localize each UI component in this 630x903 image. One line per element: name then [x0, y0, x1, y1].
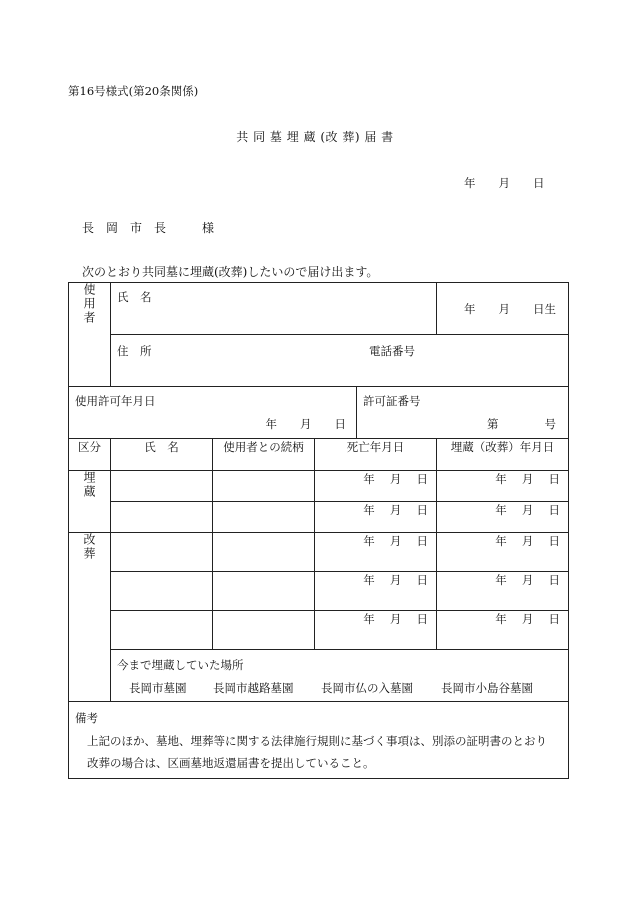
burial-date-cell[interactable]: 年 月 日: [437, 471, 569, 502]
header-category: 区分: [69, 439, 111, 471]
user-birth-date-field[interactable]: [437, 283, 569, 335]
reburial-section-label: 改葬: [69, 533, 111, 702]
phone-label: 電話番号: [369, 344, 415, 358]
remarks-label: 備考: [75, 711, 98, 725]
user-address-field[interactable]: [111, 335, 569, 387]
remarks-field: [69, 702, 569, 779]
permit-number-field[interactable]: [357, 387, 569, 439]
burial-relation-cell[interactable]: [213, 471, 315, 502]
place-option-bokuen[interactable]: 長岡市墓園: [129, 681, 187, 695]
header-name: 氏 名: [111, 439, 213, 471]
reburial-death-date-cell[interactable]: 年 月 日: [315, 572, 437, 611]
birth-date-text: 年 月 日生: [464, 302, 556, 316]
permit-date-label: 使用許可年月日: [75, 394, 156, 408]
reburial-name-cell[interactable]: [111, 572, 213, 611]
reburial-date-cell[interactable]: 年 月 日: [437, 533, 569, 572]
burial-name-cell[interactable]: [111, 502, 213, 533]
place-option-hotokenoiri[interactable]: 長岡市仏の入墓園: [321, 681, 413, 695]
reburial-name-cell[interactable]: [111, 611, 213, 650]
place-option-kojimaya[interactable]: 長岡市小島谷墓園: [441, 681, 533, 695]
permit-date-field[interactable]: [69, 387, 357, 439]
burial-form-table: [68, 282, 569, 779]
form-title: 共 同 墓 埋 蔵 (改 葬) 届 書: [236, 130, 394, 144]
reburial-name-cell[interactable]: [111, 533, 213, 572]
reburial-date-cell[interactable]: 年 月 日: [437, 572, 569, 611]
burial-relation-cell[interactable]: [213, 502, 315, 533]
burial-date-cell[interactable]: 年 月 日: [437, 502, 569, 533]
permit-date-value: 年 月 日: [265, 417, 346, 431]
user-name-label: 氏 名: [117, 290, 152, 304]
submission-date: 年 月 日: [464, 176, 545, 190]
previous-place-label: 今まで埋蔵していた場所: [117, 658, 244, 672]
user-section-label: 使用者: [69, 283, 111, 387]
remarks-line-2: 改葬の場合は、区画墓地返還届書を提出していること。: [87, 756, 375, 770]
remarks-line-1: 上記のほか、墓地、埋葬等に関する法律施行規則に基づく事項は、別添の証明書のとおり: [87, 734, 547, 748]
intro-text: 次のとおり共同墓に埋蔵(改葬)したいので届け出ます。: [82, 265, 379, 279]
user-address-label: 住 所: [117, 344, 152, 358]
reburial-relation-cell[interactable]: [213, 533, 315, 572]
burial-death-date-cell[interactable]: 年 月 日: [315, 471, 437, 502]
burial-section-label: 埋蔵: [69, 471, 111, 533]
addressee: 長 岡 市 長 様: [82, 221, 215, 235]
reburial-relation-cell[interactable]: [213, 572, 315, 611]
burial-death-date-cell[interactable]: 年 月 日: [315, 502, 437, 533]
permit-number-value: 第 号: [487, 417, 556, 431]
header-burial-date: 埋蔵（改葬）年月日: [437, 439, 569, 471]
reburial-death-date-cell[interactable]: 年 月 日: [315, 611, 437, 650]
reburial-death-date-cell[interactable]: 年 月 日: [315, 533, 437, 572]
reburial-relation-cell[interactable]: [213, 611, 315, 650]
header-relation: 使用者との続柄: [213, 439, 315, 471]
form-number: 第16号様式(第20条関係): [68, 84, 199, 98]
user-name-field[interactable]: [111, 283, 437, 335]
reburial-date-cell[interactable]: 年 月 日: [437, 611, 569, 650]
burial-name-cell[interactable]: [111, 471, 213, 502]
permit-number-label: 許可証番号: [363, 394, 421, 408]
header-death-date: 死亡年月日: [315, 439, 437, 471]
place-option-koshiji[interactable]: 長岡市越路墓園: [213, 681, 294, 695]
previous-place-field[interactable]: [111, 650, 569, 702]
